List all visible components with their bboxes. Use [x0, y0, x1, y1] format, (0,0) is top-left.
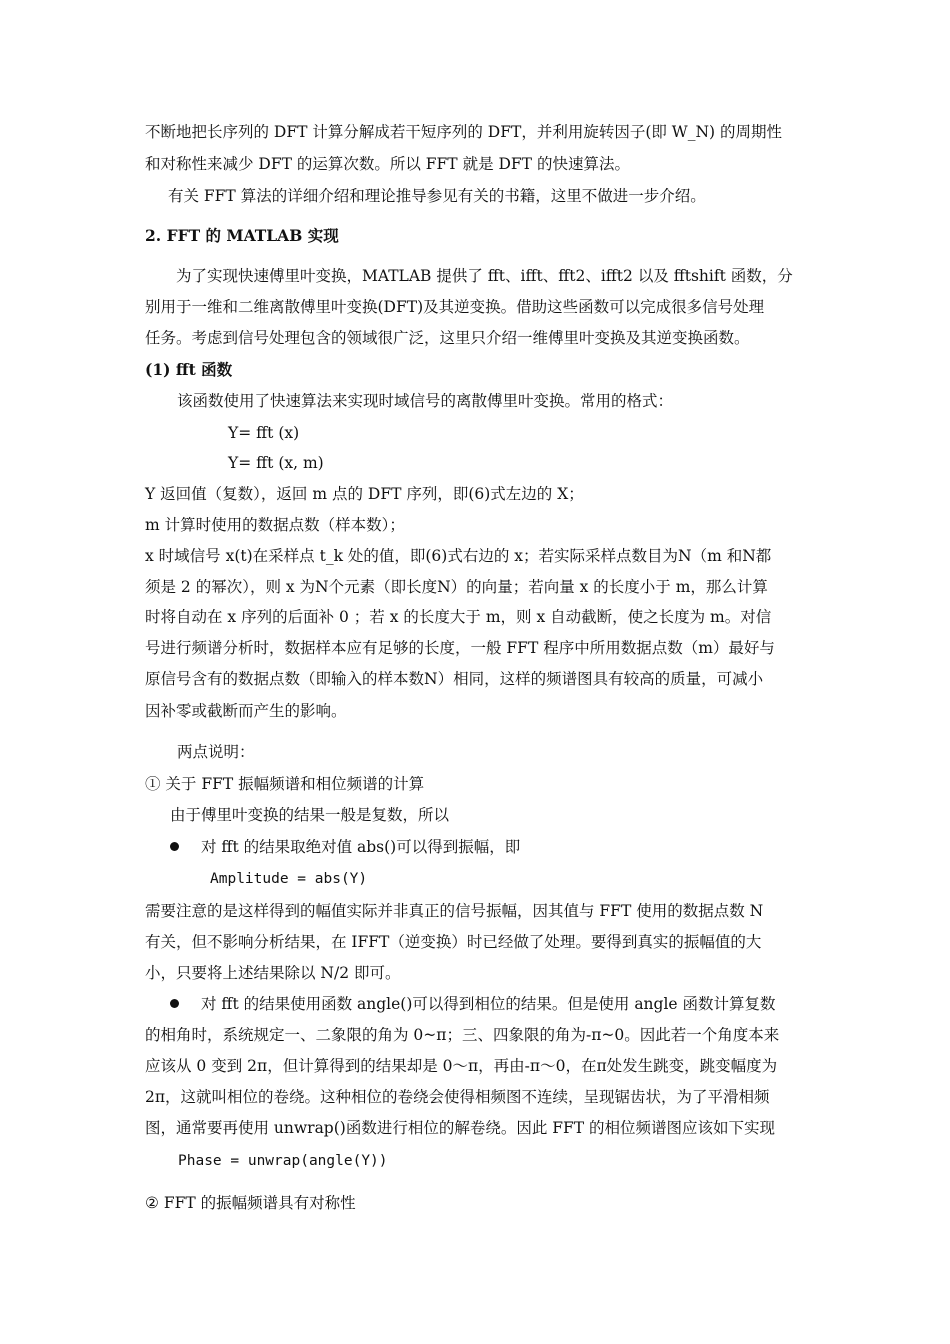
fft-function-heading: (1) fft 函数 — [145, 360, 233, 379]
param-y: Y 返回值（复数），返回 m 点的 DFT 序列，即(6)式左边的 X； — [145, 485, 584, 503]
fft-function-description: 该函数使用了快速算法来实现时域信号的离散傅里叶变换。常用的格式： — [177, 392, 674, 410]
param-x-line-2: 须是 2 的幂次），则 x 为N个元素（即长度N）的向量；若向量 x 的长度小于 m，那么计算 — [145, 578, 768, 596]
intro-line-2: 和对称性来减少 DFT 的运算次数。所以 FFT 就是 DFT 的快速算法。 — [145, 155, 630, 173]
note-1-heading: ① 关于 FFT 振幅频谱和相位频谱的计算 — [145, 775, 425, 793]
param-x-line-5: 原信号含有的数据点数（即输入的样本数N）相同，这样的频谱图具有较高的质量，可减小 — [145, 670, 764, 688]
bullet-item-phase — [170, 994, 840, 1014]
phase-line-1: 的相角时，系统规定一、二象限的角为 0~π；三、四象限的角为-π~0。因此若一个角度本来 — [145, 1026, 780, 1044]
formula-1: Y= fft (x) — [228, 424, 300, 442]
intro-line-1: 不断地把长序列的 DFT 计算分解成若干短序列的 DFT，并利用旋转因子(即 W_N) 的周期性 — [145, 123, 783, 141]
bullet-text: 对 fft 的结果取绝对值 abs()可以得到振幅，即 — [201, 838, 521, 856]
amplitude-line-2: 有关，但不影响分析结果，在 IFFT（逆变换）时已经做了处理。要得到真实的振幅值的大 — [145, 933, 762, 951]
notes-heading: 两点说明： — [177, 743, 255, 761]
amplitude-line-3: 小，只要将上述结果除以 N/2 即可。 — [145, 964, 401, 982]
param-x-line-4: 号进行频谱分析时，数据样本应有足够的长度，一般 FFT 程序中所用数据点数（m）最好与 — [145, 639, 775, 657]
bullet-icon — [170, 999, 179, 1008]
section-2-line-2: 别用于一维和二维离散傅里叶变换(DFT)及其逆变换。借助这些函数可以完成很多信号处理 — [145, 298, 765, 316]
section-2-line-3: 任务。考虑到信号处理包含的领域很广泛，这里只介绍一维傅里叶变换及其逆变换函数。 — [145, 329, 750, 347]
code-phase: Phase = unwrap(angle(Y)) — [178, 1153, 388, 1169]
intro-line-3: 有关 FFT 算法的详细介绍和理论推导参见有关的书籍，这里不做进一步介绍。 — [168, 187, 706, 205]
section-2-line-1: 为了实现快速傅里叶变换，MATLAB 提供了 fft、ifft、fft2、ifft2 以及 fftshift 函数，分 — [176, 267, 793, 285]
bullet-icon — [170, 842, 179, 851]
phase-line-2: 应该从 0 变到 2π，但计算得到的结果却是 0～π，再由-π～0，在π处发生跳变，跳变幅度为 — [145, 1057, 778, 1075]
bullet-item-amplitude — [170, 837, 840, 857]
param-x-line-1: x 时域信号 x(t)在采样点 t_k 处的值，即(6)式右边的 x；若实际采样点数目为N（m 和N都 — [145, 547, 772, 565]
param-x-line-3: 时将自动在 x 序列的后面补 0 ；若 x 的长度大于 m，则 x 自动截断，使之长度为 m。对信 — [145, 608, 772, 626]
bullet-text: 对 fft 的结果使用函数 angle()可以得到相位的结果。但是使用 angle 函数计算复数 — [201, 995, 776, 1013]
code-amplitude: Amplitude = abs(Y) — [210, 871, 368, 887]
section-2-heading: 2. FFT 的 MATLAB 实现 — [145, 226, 339, 245]
amplitude-line-1: 需要注意的是这样得到的幅值实际并非真正的信号振幅，因其值与 FFT 使用的数据点数 N — [145, 902, 764, 920]
phase-line-3: 2π，这就叫相位的卷绕。这种相位的卷绕会使得相频图不连续，呈现锯齿状，为了平滑相频 — [145, 1088, 770, 1106]
note-2-heading: ② FFT 的振幅频谱具有对称性 — [145, 1194, 356, 1212]
formula-2: Y= fft (x, m) — [228, 454, 324, 472]
note-1-description: 由于傅里叶变换的结果一般是复数，所以 — [170, 806, 450, 824]
phase-line-4: 图，通常要再使用 unwrap()函数进行相位的解卷绕。因此 FFT 的相位频谱图应该如下实现 — [145, 1119, 776, 1137]
param-m: m 计算时使用的数据点数（样本数）； — [145, 516, 405, 534]
param-x-line-6: 因补零或截断而产生的影响。 — [145, 702, 347, 720]
